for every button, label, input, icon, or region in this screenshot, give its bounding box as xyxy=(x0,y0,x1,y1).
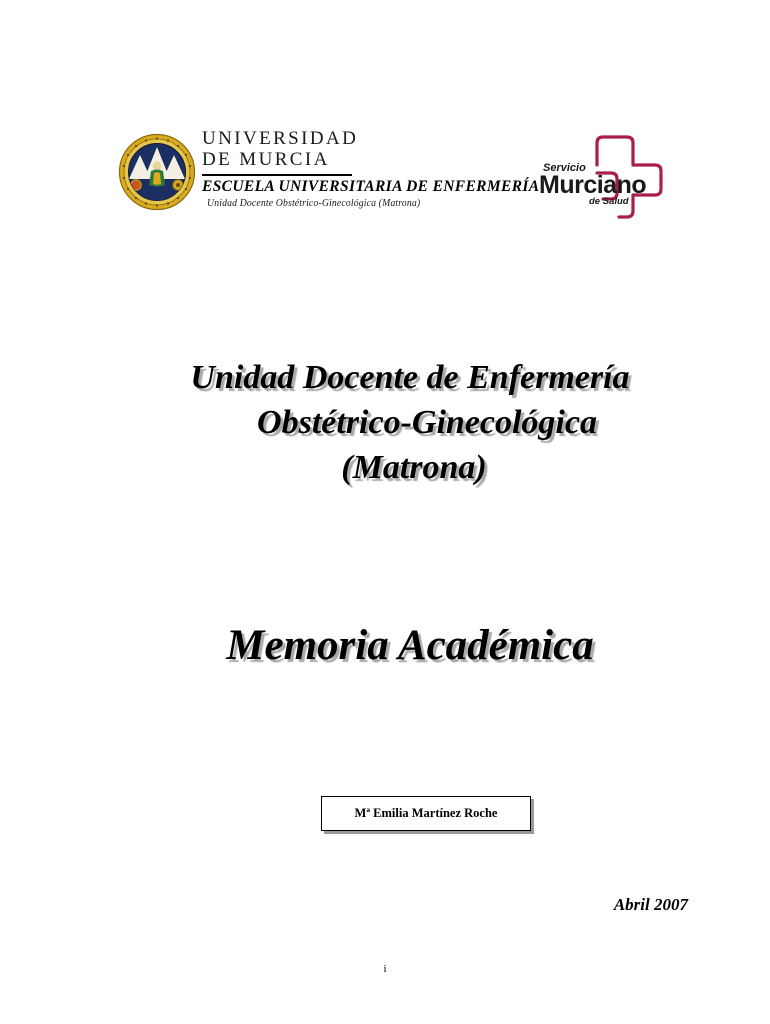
sms-line-1: Servicio xyxy=(543,162,586,174)
page-number: i xyxy=(383,963,387,975)
teaching-unit-name: Unidad Docente Obstétrico-Ginecológica (Matrona) xyxy=(207,197,421,209)
author-name: Mª Emilia Martínez Roche xyxy=(354,806,498,820)
sms-line-2: Murciano xyxy=(539,171,647,199)
university-line-1: UNIVERSIDAD xyxy=(202,128,359,149)
page-title-line-1: Unidad Docente de Enfermería xyxy=(190,359,630,396)
page-title xyxy=(60,355,760,490)
servicio-murciano-de-salud-logo-icon xyxy=(533,131,681,219)
letterhead-divider xyxy=(202,174,352,176)
document-kind-heading: Memoria Académica xyxy=(226,622,594,669)
school-name: ESCUELA UNIVERSITARIA DE ENFERMERÍA xyxy=(202,177,540,195)
university-seal-icon xyxy=(118,133,196,211)
page-title-line-3: (Matrona) xyxy=(341,449,487,486)
author-box xyxy=(321,796,531,831)
page-title-line-2: Obstétrico-Ginecológica xyxy=(257,404,597,441)
university-line-2: DE MURCIA xyxy=(202,149,330,171)
document-date: Abril 2007 xyxy=(613,895,688,914)
sms-line-3: de Salud xyxy=(589,196,629,207)
